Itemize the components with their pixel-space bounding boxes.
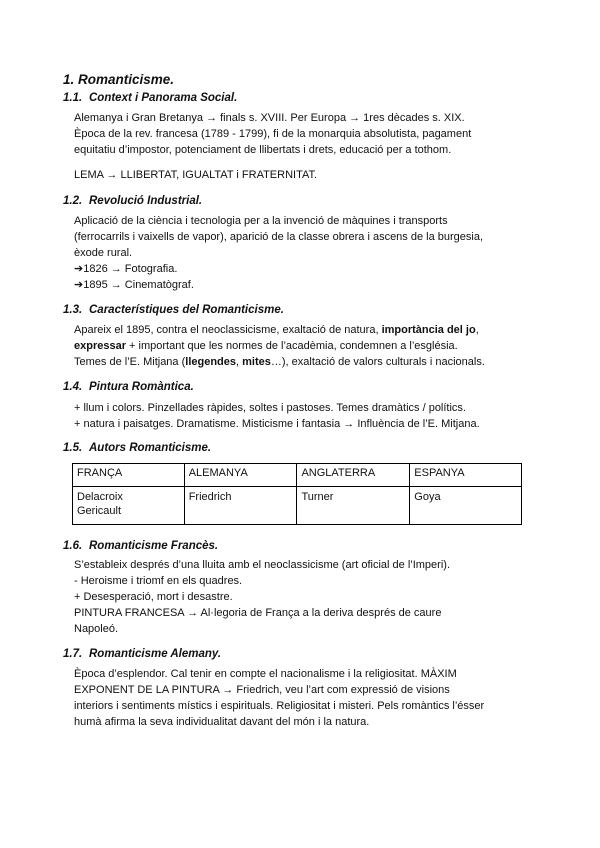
author-name: Gericault (77, 505, 122, 517)
text-line: Època de la rev. francesa (1789 - 1799), fi de la monarquia absolutista, pagament (74, 128, 472, 140)
paragraph (74, 666, 526, 730)
author-name: Delacroix (77, 491, 123, 503)
section-heading (63, 195, 202, 207)
text-line: interiors i sentiments místics i espirituals. Religiositat i misteri. Pels romàntics l’ésser (74, 700, 485, 712)
text-line: (ferrocarrils i vaixells de vapor), aparició de la classe obrera i ascens de la burgesia, (74, 231, 484, 243)
header-cell: ALEMANYA (184, 464, 297, 487)
text-line: + llum i colors. Pinzellades ràpides, soltes i pastoses. Temes dramàtics / polítics. (74, 402, 466, 414)
text-line: EXPONENT DE LA PINTURA → Friedrich, veu l’art com expressió de visions (74, 684, 450, 696)
text-line: equitatiu d’impostor, potenciament de llibertats i drets, educació per a tothom. (74, 144, 452, 156)
lema-line: LEMA → LLIBERTAT, IGUALTAT i FRATERNITAT. (74, 169, 318, 181)
text-run: …), exaltació de valors culturals i nacionals. (270, 356, 485, 368)
table-cell (73, 487, 185, 525)
bold-text: expressar (74, 340, 126, 352)
header-cell: FRANÇA (73, 464, 185, 487)
authors-table (72, 463, 522, 525)
section-number: 1.3. (63, 304, 83, 316)
text-line: èxode rural. (74, 247, 133, 259)
text-line: Època d’esplendor. Cal tenir en compte el nacionalisme i la religiositat. MÀXIM (74, 668, 457, 680)
text-line: + natura i paisatges. Dramatisme. Misticisme i fantasia → Influència de l’E. Mitjana. (74, 418, 480, 430)
section-title: Autors Romanticisme. (89, 442, 212, 454)
text-line: Napoleó. (74, 623, 119, 635)
text-line: + Desesperació, mort i desastre. (74, 591, 233, 603)
section-number: 1.6. (63, 540, 83, 552)
text-line: - Heroisme i triomf en els quadres. (74, 575, 243, 587)
text-run: Temes de l’E. Mitjana ( (74, 356, 186, 368)
bold-text: mites (242, 356, 271, 368)
table-cell: Goya (410, 487, 522, 525)
text-line (74, 338, 526, 354)
section-title: Context i Panorama Social. (89, 92, 238, 104)
section-heading (63, 442, 211, 454)
bold-text: llegendes (185, 356, 237, 368)
header-cell: ESPANYA (410, 464, 522, 487)
paragraph (74, 605, 526, 637)
paragraph (74, 213, 526, 261)
text-run: Apareix el 1895, contra el neoclassicisme, exaltació de natura, (74, 324, 382, 336)
table-header-row (73, 464, 522, 487)
section-title: Romanticisme Alemany. (89, 648, 222, 660)
section-number: 1.2. (63, 195, 83, 207)
section-heading (63, 540, 218, 552)
text-line (74, 354, 526, 370)
text-line: PINTURA FRANCESA → Al·legoria de França a la deriva després de caure (74, 607, 442, 619)
section-title: Revolució Industrial. (89, 195, 203, 207)
section-number: 1.1. (63, 92, 83, 104)
table-cell: Friedrich (184, 487, 297, 525)
text-run: , (475, 324, 479, 336)
text-run: + important que les normes de l’acadèmia, condemnen a l’església. (126, 340, 458, 352)
text-line (74, 322, 526, 338)
table-row (73, 487, 522, 525)
section-number: 1.7. (63, 648, 83, 660)
section-heading (63, 648, 221, 660)
list-item: ➔1826 → Fotografia. (74, 263, 178, 275)
section-title: Pintura Romàntica. (89, 381, 194, 393)
bold-text: importància del jo (381, 324, 476, 336)
table-cell: Turner (297, 487, 410, 525)
section-heading (63, 381, 194, 393)
section-number: 1.4. (63, 381, 83, 393)
section-heading (63, 304, 284, 316)
text-line: humà afirma la seva individualitat davant del món i la natura. (74, 716, 370, 728)
section-number: 1.5. (63, 442, 83, 454)
header-cell: ANGLATERRA (297, 464, 410, 487)
section-title: Característiques del Romanticisme. (89, 304, 284, 316)
page-title: 1. Romanticisme. (63, 72, 175, 87)
section-title: Romanticisme Francès. (89, 540, 219, 552)
text-line: Aplicació de la ciència i tecnologia per a la invenció de màquines i transports (74, 215, 448, 227)
text-line: S’estableix després d’una lluita amb el neoclassicisme (art oficial de l’Imperi). (74, 559, 450, 571)
section-heading (63, 92, 237, 104)
list-item: ➔1895 → Cinematògraf. (74, 279, 194, 291)
paragraph (74, 110, 526, 158)
text-line: Alemanya i Gran Bretanya → finals s. XVIII. Per Europa → 1res dècades s. XIX. (74, 112, 465, 124)
text-run: , (236, 356, 243, 368)
paragraph (74, 322, 526, 370)
